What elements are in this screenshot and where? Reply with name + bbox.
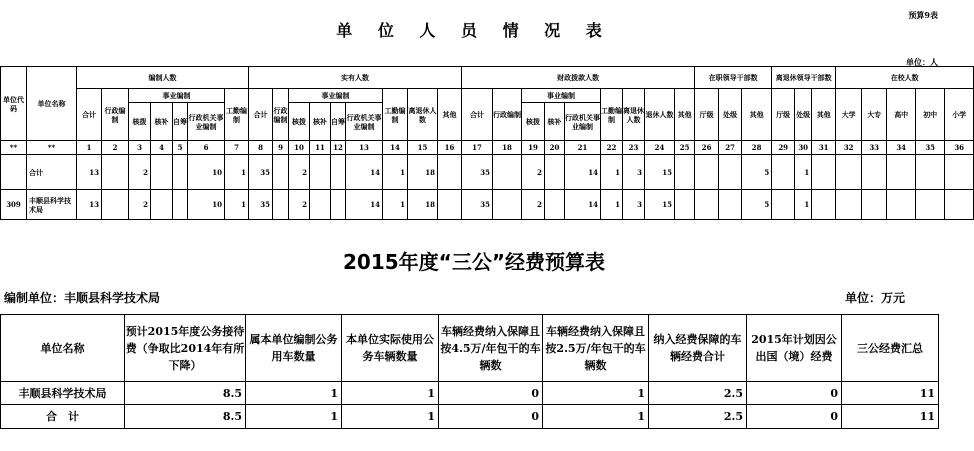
value-cell: 1 [543, 405, 649, 429]
h-inst-2: 事业编制 [289, 89, 383, 103]
h-total: 合计 [77, 89, 102, 141]
h-highschool: 高中 [887, 89, 916, 141]
actual-header: 实有人数 [249, 67, 462, 89]
data-cell [916, 190, 945, 220]
unit-code-cell [1, 155, 27, 190]
data-cell [945, 155, 974, 190]
data-cell: 15 [645, 155, 675, 190]
data-cell: 10 [188, 155, 225, 190]
column-number: 10 [289, 141, 310, 155]
h-other-3: 其他 [675, 89, 695, 141]
column-number: 28 [742, 141, 772, 155]
column-header: 属本单位编制公务用车数量 [246, 315, 342, 382]
column-number: 23 [623, 141, 645, 155]
data-cell: 14 [565, 155, 601, 190]
data-cell: 5 [742, 155, 772, 190]
h-inst: 事业编制 [129, 89, 225, 103]
data-cell: 1 [383, 190, 408, 220]
column-number: ** [27, 141, 77, 155]
h-approved: 核拨 [129, 103, 151, 141]
value-cell: 0 [747, 405, 842, 429]
column-number: 11 [310, 141, 331, 155]
column-number: 35 [916, 141, 945, 155]
data-cell [945, 190, 974, 220]
data-cell [331, 155, 346, 190]
column-number: 15 [408, 141, 438, 155]
data-cell [916, 155, 945, 190]
data-cell [887, 155, 916, 190]
column-number: 13 [346, 141, 383, 155]
data-cell: 35 [462, 155, 493, 190]
column-number: 17 [462, 141, 493, 155]
value-cell: 8.5 [125, 382, 246, 405]
table-row [1, 382, 939, 405]
data-cell [675, 190, 695, 220]
data-cell: 1 [601, 155, 623, 190]
column-number: 2 [102, 141, 129, 155]
unit-label: 单位：万元 [845, 291, 906, 305]
column-number: 12 [331, 141, 346, 155]
data-cell [310, 155, 331, 190]
data-cell [675, 155, 695, 190]
h-other-4: 其他 [742, 89, 772, 141]
h-other: 其他 [438, 89, 462, 141]
h-subsidy-3: 核补 [545, 103, 565, 141]
data-cell: 14 [346, 190, 383, 220]
column-number: 7 [225, 141, 249, 155]
data-cell [545, 190, 565, 220]
column-number: 18 [493, 141, 522, 155]
data-cell: 2 [129, 155, 151, 190]
value-cell: 2.5 [649, 405, 747, 429]
h-approved-3: 核拨 [522, 103, 545, 141]
value-cell: 2.5 [649, 382, 747, 405]
h-admin: 行政编制 [102, 89, 129, 141]
data-cell: 18 [408, 190, 438, 220]
data-cell: 2 [522, 155, 545, 190]
data-cell [310, 190, 331, 220]
column-number: 8 [249, 141, 273, 155]
data-cell [836, 155, 862, 190]
data-cell: 5 [742, 190, 772, 220]
column-header: 预计2015年度公务接待费（争取比2014年有所下降） [125, 315, 246, 382]
data-cell: 2 [289, 190, 310, 220]
unit-code-cell: 309 [1, 190, 27, 220]
data-cell: 10 [188, 190, 225, 220]
h-subsidy-2: 核补 [310, 103, 331, 141]
students-header: 在校人数 [836, 67, 974, 89]
h-total-2: 合计 [249, 89, 273, 141]
column-number: 33 [862, 141, 887, 155]
data-cell: 1 [383, 155, 408, 190]
value-cell: 0 [439, 405, 543, 429]
retired-cadres-header: 离退休领导干部数 [772, 67, 836, 89]
data-cell [772, 155, 795, 190]
table-row [1, 190, 974, 220]
data-cell: 1 [795, 155, 812, 190]
data-cell [273, 190, 289, 220]
h-admin-inst-3: 行政机关事业编制 [565, 103, 601, 141]
data-cell [173, 155, 188, 190]
value-cell: 11 [842, 405, 939, 429]
column-number: 31 [812, 141, 836, 155]
column-header: 纳入经费保障的车辆经费合计 [649, 315, 747, 382]
data-cell [695, 155, 719, 190]
three-expenses-title: 2015年度“三公”经费预算表 [343, 250, 605, 274]
data-cell [493, 155, 522, 190]
h-retire-count: 退休人数 [645, 89, 675, 141]
column-number: 36 [945, 141, 974, 155]
data-cell [102, 155, 129, 190]
column-number: 30 [795, 141, 812, 155]
value-cell: 8.5 [125, 405, 246, 429]
data-cell [812, 190, 836, 220]
data-cell: 3 [623, 155, 645, 190]
column-header: 车辆经费纳入保障且按4.5万/年包干的车辆数 [439, 315, 543, 382]
form-number: 预算9表 [908, 10, 938, 20]
fiscal-header: 财政拨款人数 [462, 67, 695, 89]
value-cell: 0 [439, 382, 543, 405]
data-cell [493, 190, 522, 220]
column-number: 14 [383, 141, 408, 155]
data-cell: 35 [249, 190, 273, 220]
h-middle: 初中 [916, 89, 945, 141]
code-header: 单位代码 [1, 67, 27, 141]
header-row [1, 315, 939, 382]
value-cell: 1 [342, 382, 439, 405]
column-number-row [1, 141, 974, 155]
column-number: 5 [173, 141, 188, 155]
data-cell [695, 190, 719, 220]
column-number: 20 [545, 141, 565, 155]
data-cell: 1 [225, 155, 249, 190]
column-number: 9 [273, 141, 289, 155]
h-admin-2: 行政编制 [273, 89, 289, 141]
column-header: 单位名称 [1, 315, 125, 382]
column-number: 25 [675, 141, 695, 155]
data-cell [151, 155, 173, 190]
column-header: 车辆经费纳入保障且按2.5万/年包干的车辆数 [543, 315, 649, 382]
h-selffund: 自筹 [173, 103, 188, 141]
h-approved-2: 核拨 [289, 103, 310, 141]
column-number: 34 [887, 141, 916, 155]
column-number: ** [1, 141, 27, 155]
column-header: 本单位实际使用公务车辆数量 [342, 315, 439, 382]
h-other-5: 其他 [812, 89, 836, 141]
data-cell [862, 190, 887, 220]
column-number: 22 [601, 141, 623, 155]
column-number: 6 [188, 141, 225, 155]
value-cell: 1 [246, 382, 342, 405]
data-cell: 15 [645, 190, 675, 220]
data-cell: 35 [249, 155, 273, 190]
h-primary: 小学 [945, 89, 974, 141]
h-bureau: 厅级 [695, 89, 719, 141]
column-number: 16 [438, 141, 462, 155]
value-cell: 1 [342, 405, 439, 429]
data-cell [273, 155, 289, 190]
h-bureau-2: 厅级 [772, 89, 795, 141]
unit-name-cell: 合计 [27, 155, 77, 190]
org-label: 编制单位：丰顺县科学技术局 [4, 291, 161, 305]
column-number: 3 [129, 141, 151, 155]
data-cell: 14 [346, 155, 383, 190]
personnel-table-title: 单 位 人 员 情 况 表 [336, 21, 612, 40]
data-cell [173, 190, 188, 220]
unit-name-cell: 丰顺县科学技术局 [27, 190, 77, 220]
h-worker-3: 工勤编制 [601, 89, 623, 141]
column-number: 27 [719, 141, 742, 155]
data-cell [719, 155, 742, 190]
h-admin-inst-2: 行政机关事业编制 [346, 103, 383, 141]
data-cell: 2 [522, 190, 545, 220]
data-cell [719, 190, 742, 220]
column-number: 32 [836, 141, 862, 155]
personnel-unit-label: 单位：人 [906, 57, 938, 67]
value-cell: 11 [842, 382, 939, 405]
column-number: 4 [151, 141, 173, 155]
h-retired: 离退休人数 [408, 89, 438, 141]
data-cell [812, 155, 836, 190]
data-cell [438, 190, 462, 220]
column-number: 19 [522, 141, 545, 155]
data-cell [331, 190, 346, 220]
h-subsidy: 核补 [151, 103, 173, 141]
incumbent-cadres-header: 在职领导干部数 [695, 67, 772, 89]
h-division: 处级 [719, 89, 742, 141]
h-worker: 工勤编制 [225, 89, 249, 141]
column-header: 三公经费汇总 [842, 315, 939, 382]
data-cell: 2 [289, 155, 310, 190]
personnel-table [0, 66, 974, 220]
value-cell: 1 [246, 405, 342, 429]
data-cell: 1 [225, 190, 249, 220]
column-number: 1 [77, 141, 102, 155]
data-cell: 13 [77, 155, 102, 190]
data-cell [887, 190, 916, 220]
data-cell: 35 [462, 190, 493, 220]
value-cell: 1 [543, 382, 649, 405]
h-university: 大学 [836, 89, 862, 141]
data-cell: 1 [601, 190, 623, 220]
h-admin-inst: 行政机关事业编制 [188, 103, 225, 141]
h-total-3: 合计 [462, 89, 493, 141]
data-cell: 2 [129, 190, 151, 220]
data-cell [772, 190, 795, 220]
data-cell: 3 [623, 190, 645, 220]
h-division-2: 处级 [795, 89, 812, 141]
data-cell [102, 190, 129, 220]
unit-name-cell: 丰顺县科学技术局 [1, 382, 125, 405]
h-worker-2: 工勤编制 [383, 89, 408, 141]
h-inst-3: 事业编制 [522, 89, 601, 103]
unit-name-cell: 合 计 [1, 405, 125, 429]
data-cell [438, 155, 462, 190]
column-number: 21 [565, 141, 601, 155]
data-cell [151, 190, 173, 220]
name-header: 单位名称 [27, 67, 77, 141]
column-number: 26 [695, 141, 719, 155]
column-number: 24 [645, 141, 675, 155]
h-college: 大专 [862, 89, 887, 141]
data-cell [862, 155, 887, 190]
column-header: 2015年计划因公出国（境）经费 [747, 315, 842, 382]
data-cell [836, 190, 862, 220]
data-cell: 14 [565, 190, 601, 220]
staffing-header: 编制人数 [77, 67, 249, 89]
data-cell: 1 [795, 190, 812, 220]
data-cell [545, 155, 565, 190]
h-retired-3: 离退休人数 [623, 89, 645, 141]
table-row [1, 405, 939, 429]
data-cell: 18 [408, 155, 438, 190]
h-admin-3: 行政编制 [493, 89, 522, 141]
column-number: 29 [772, 141, 795, 155]
value-cell: 0 [747, 382, 842, 405]
three-expenses-table [0, 314, 939, 429]
h-selffund-2: 自筹 [331, 103, 346, 141]
data-cell: 13 [77, 190, 102, 220]
table-row [1, 155, 974, 190]
